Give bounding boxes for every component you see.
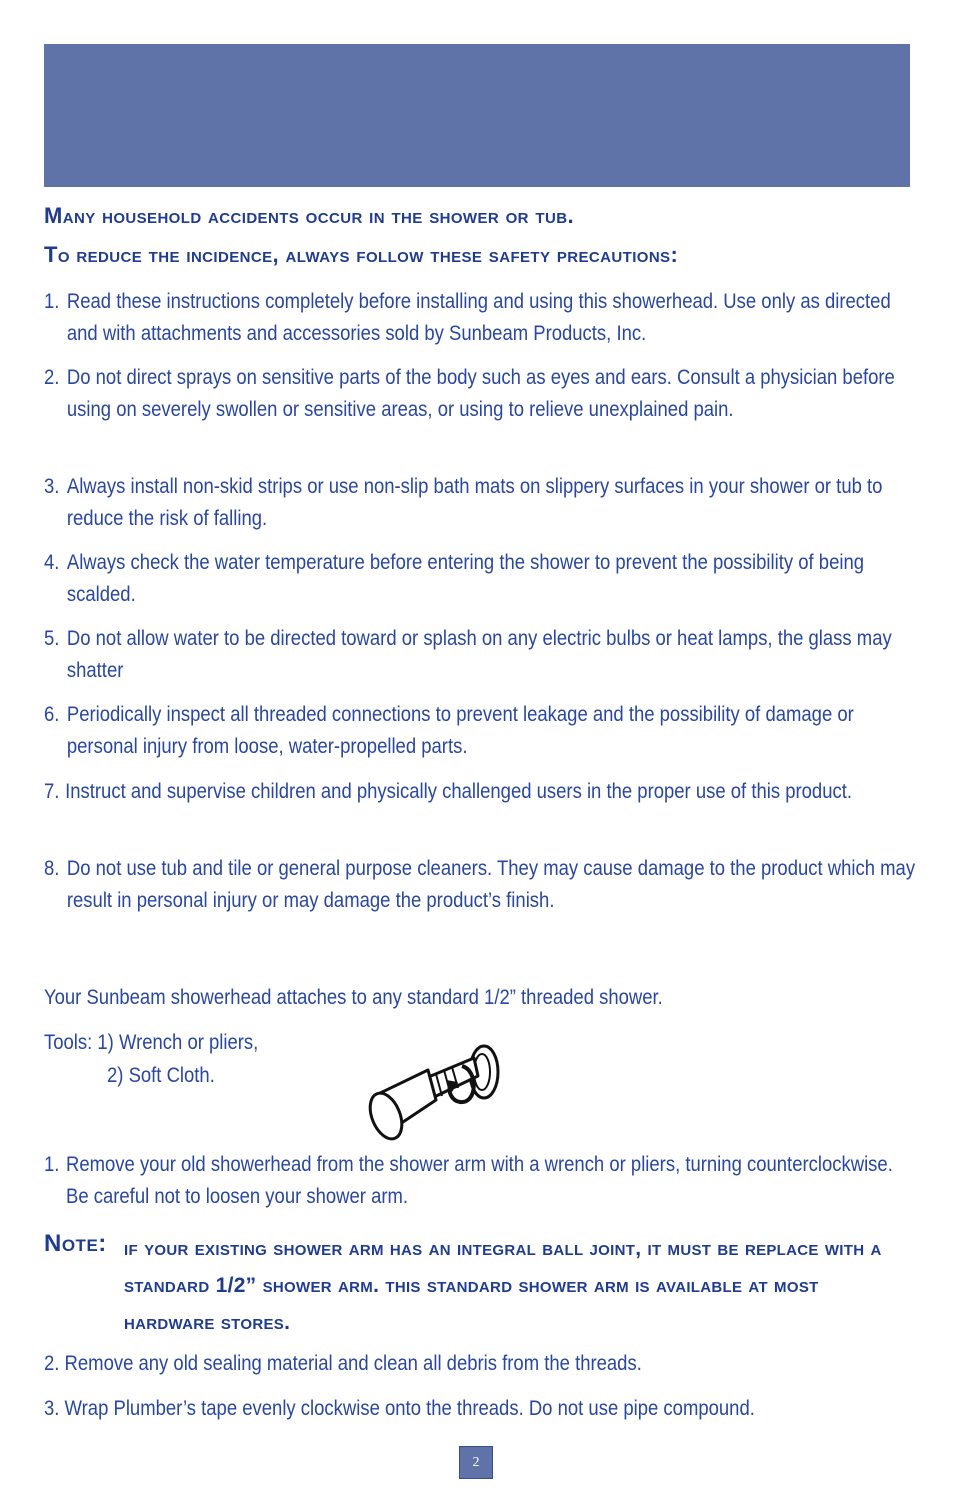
safety-item-text: Periodically inspect all threaded connections to prevent leakage and the possibility of damage or personal injury from loose, water-propelled parts. xyxy=(66,703,854,758)
safety-item-5 xyxy=(44,623,915,687)
safety-item-number: 4. xyxy=(44,551,60,574)
safety-item-number: 2. xyxy=(44,366,60,389)
safety-item-text: Do not use tub and tile or general purpose cleaners. They may cause damage to the product which may result in personal injury or may damage the product’s finish. xyxy=(66,857,916,912)
safety-heading-line1: Many household accidents occur in the shower or tub. xyxy=(44,203,574,228)
safety-item-text: Always install non-skid strips or use non-slip bath mats on slippery surfaces in your shower or tub to reduce the risk of falling. xyxy=(66,475,883,530)
header-band xyxy=(44,44,910,187)
safety-item-number: 8. xyxy=(44,857,60,880)
install-step-number: 1. xyxy=(44,1153,60,1176)
safety-item-4 xyxy=(44,547,915,611)
safety-item-3 xyxy=(44,471,915,535)
install-step-1 xyxy=(44,1149,915,1213)
note-label: Note: xyxy=(44,1230,107,1257)
safety-item-text: Read these instructions completely before installing and using this showerhead. Use only as directed and with attachments and accessories sold by Sunbeam Products, Inc. xyxy=(66,290,891,345)
install-step-2: 2. Remove any old sealing material and clean all debris from the threads. xyxy=(44,1352,642,1375)
safety-item-7 xyxy=(44,776,915,808)
safety-item-number: 6. xyxy=(44,703,60,726)
safety-item-number: 3. xyxy=(44,475,60,498)
safety-item-6 xyxy=(44,699,915,763)
safety-item-number: 1. xyxy=(44,290,60,313)
tools-line-1: Tools: 1) Wrench or pliers, xyxy=(44,1031,259,1054)
tools-line-2: 2) Soft Cloth. xyxy=(107,1064,215,1087)
safety-heading-line2: To reduce the incidence, always follow these safety precautions: xyxy=(44,242,679,267)
page-number: 2 xyxy=(459,1446,493,1479)
safety-item-text: Do not direct sprays on sensitive parts of the body such as eyes and ears. Consult a physician before using on severely swollen or sensitive areas, or using to relieve unexplained pain. xyxy=(66,366,895,421)
installation-intro: Your Sunbeam showerhead attaches to any standard 1/2” threaded shower. xyxy=(44,986,663,1009)
install-step-3: 3. Wrap Plumber’s tape evenly clockwise onto the threads. Do not use pipe compound. xyxy=(44,1397,755,1420)
note-text: if your existing shower arm has an integral ball joint, it must be replace with a standard 1/2” shower arm. this standard shower arm is available at most hardware stores. xyxy=(124,1237,882,1334)
install-step-text: Remove your old showerhead from the shower arm with a wrench or pliers, turning counterclockwise. Be careful not to loosen your shower arm. xyxy=(66,1153,893,1208)
safety-item-number: 7. xyxy=(44,780,60,803)
safety-item-1 xyxy=(44,286,915,350)
showerhead-turn-icon xyxy=(366,1028,506,1144)
safety-item-text: Always check the water temperature before entering the shower to prevent the possibility of being scalded. xyxy=(66,551,865,606)
safety-item-number: 5. xyxy=(44,627,60,650)
safety-item-8 xyxy=(44,853,915,917)
safety-item-text: Do not allow water to be directed toward or splash on any electric bulbs or heat lamps, the glass may shatter xyxy=(66,627,892,682)
safety-item-text: Instruct and supervise children and physically challenged users in the proper use of this product. xyxy=(65,780,852,803)
safety-item-2 xyxy=(44,362,915,426)
